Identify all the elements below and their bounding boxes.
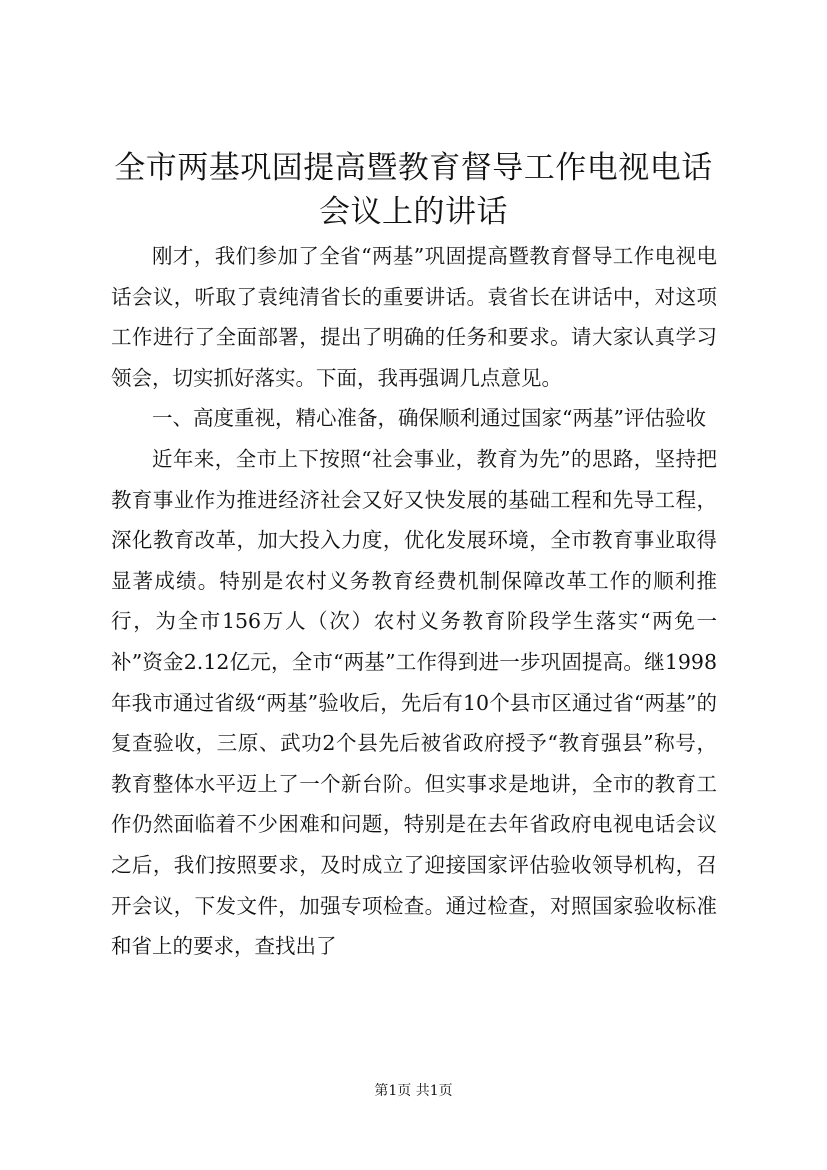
page-footer: 第1页 共1页	[374, 1083, 453, 1099]
paragraph-section-heading: 一、高度重视，精心准备，确保顺利通过国家“两基”评估验收	[152, 406, 706, 431]
document-body	[111, 236, 717, 967]
document-title: 全市两基巩固提高暨教育督导工作电视电话会议上的讲话	[114, 150, 713, 230]
paragraph-main: 近年来，全市上下按照“社会事业，教育为先”的思路，坚持把教育事业作为推进经济社会又好又快发展的基础工程和先导工程，深化教育改革，加大投入力度，优化发展环境，全市教育事业取得显著成绩。特别是农村义务教育经费机制保障改革工作的顺利推行，为全市156万人（次）农村义务教育阶段学生落实“两免一补”资金2.12亿元，全市“两基”工作得到进一步巩固提高。继1998年我市通过省级“两基”验收后，先后有10个县市区通过省“两基”的复查验收，三原、武功2个县先后被省政府授予“教育强县”称号，教育整体水平迈上了一个新台阶。但实事求是地讲，全市的教育工作仍然面临着不少困难和问题，特别是在去年省政府电视电话会议之后，我们按照要求，及时成立了迎接国家评估验收领导机构，召开会议，下发文件，加强专项检查。通过检查，对照国家验收标准和省上的要求，查找出了	[111, 446, 717, 959]
paragraph-intro: 刚才，我们参加了全省“两基”巩固提高暨教育督导工作电视电话会议，听取了袁纯清省长的重要讲话。袁省长在讲话中，对这项工作进行了全面部署，提出了明确的任务和要求。请大家认真学习领会，切实抓好落实。下面，我再强调几点意见。	[111, 244, 717, 390]
